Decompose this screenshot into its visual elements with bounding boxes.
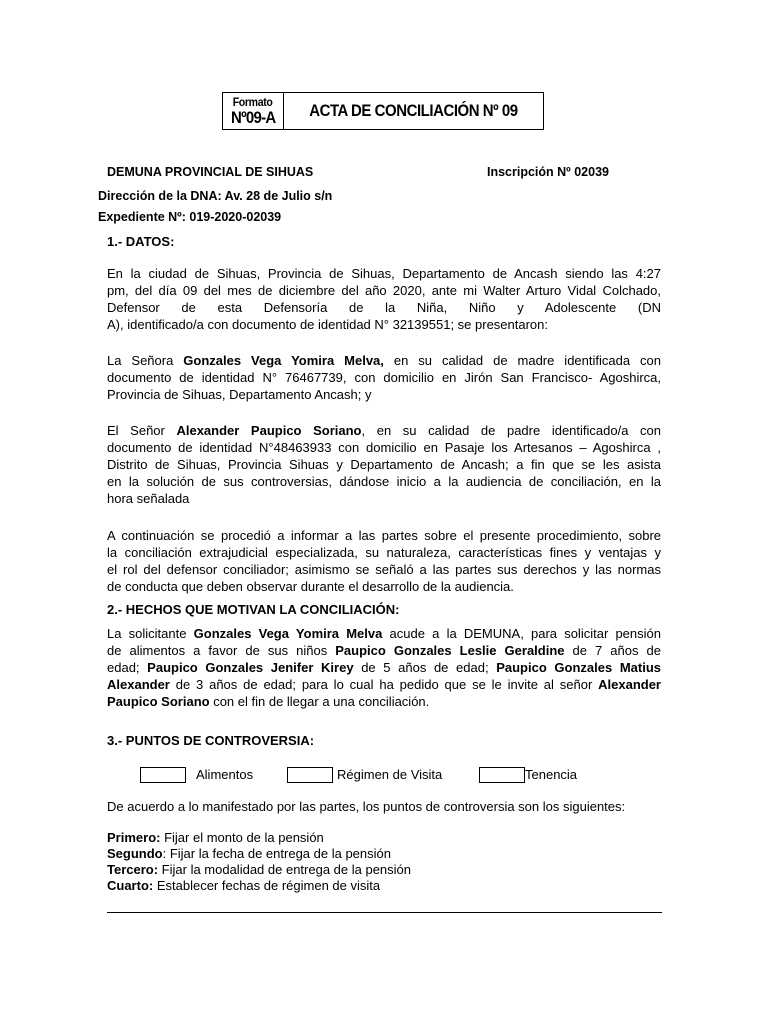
padre-line: documento de identidad N°48463933 con domicilio en Pasaje los Artesanos – Agoshirca , xyxy=(107,440,661,455)
child-name: Paupico Gonzales Matius xyxy=(496,660,661,675)
paragraph-hechos xyxy=(107,625,661,710)
puntos-intro: De acuerdo a lo manifestado por las partes, los puntos de controversia son los siguientes: xyxy=(107,799,626,814)
procedimiento-line: A continuación se procedió a informar a las partes sobre el presente procedimiento, sobre xyxy=(107,528,661,543)
text-span: acude a la DEMUNA, para solicitar pensión xyxy=(382,626,661,641)
hechos-line xyxy=(107,659,661,676)
hechos-line xyxy=(107,625,661,642)
hechos-line xyxy=(107,676,661,693)
divider-line xyxy=(107,912,662,913)
item-text: Establecer fechas de régimen de visita xyxy=(153,878,381,893)
dna-address: Dirección de la DNA: Av. 28 de Julio s/n xyxy=(98,189,333,203)
padre-line: en la solución de sus controversias, dándose inicio a la audiencia de conciliación, en la xyxy=(107,474,661,489)
text-span: , en su calidad de padre identificado/a con xyxy=(361,423,661,438)
padre-line: hora señalada xyxy=(107,491,190,506)
child-name: Paupico Gonzales Jenifer Kirey xyxy=(147,660,354,675)
solicitante-name: Gonzales Vega Yomira Melva xyxy=(193,626,383,641)
item-label: Segundo xyxy=(107,846,163,861)
paragraph-intro xyxy=(107,265,661,333)
text-span: con el fin de llegar a una conciliación. xyxy=(209,694,430,709)
madre-name: Gonzales Vega Yomira Melva, xyxy=(183,353,384,368)
document-title-text: ACTA DE CONCILIACIÓN Nº 09 xyxy=(309,101,518,120)
madre-line xyxy=(107,352,661,369)
section-puntos-title: 3.- PUNTOS DE CONTROVERSIA: xyxy=(107,733,315,748)
padre-line xyxy=(107,422,661,439)
list-item xyxy=(107,878,411,894)
intro-line: pm, del día 09 del mes de diciembre del año 2020, ante mi Walter Arturo Vidal Colchado, xyxy=(107,283,661,298)
padre-name: Alexander Paupico Soriano xyxy=(176,423,362,438)
alimentos-label: Alimentos xyxy=(196,767,254,782)
formato-cell xyxy=(223,93,284,129)
child-name: Paupico Gonzales Leslie Geraldine xyxy=(335,643,565,658)
item-label: Tercero: xyxy=(107,862,159,877)
paragraph-padre xyxy=(107,422,661,507)
regimen-visita-checkbox[interactable] xyxy=(287,767,333,783)
item-text: : Fijar la fecha de entrega de la pensión xyxy=(162,846,391,861)
tenencia-checkbox[interactable] xyxy=(479,767,525,783)
madre-line: Provincia de Sihuas, Departamento Ancash; y xyxy=(107,387,372,402)
text-span: de 5 años de edad; xyxy=(353,660,497,675)
text-span: de 3 años de edad; para lo cual ha pedido que se le invite al señor xyxy=(169,677,599,692)
alimentos-checkbox[interactable] xyxy=(140,767,186,783)
item-label: Cuarto: xyxy=(107,878,154,893)
puntos-list xyxy=(107,830,411,894)
text-span: El Señor xyxy=(107,423,177,438)
procedimiento-line: de conducta que deben observar durante el desarrollo de la audiencia. xyxy=(107,579,514,594)
list-item xyxy=(107,830,411,846)
intro-line: Defensor de esta Defensoría de la Niña, Niño y Adolescente (DN xyxy=(107,300,661,315)
paragraph-procedimiento xyxy=(107,527,661,595)
text-span: La Señora xyxy=(107,353,184,368)
document-title xyxy=(284,93,543,129)
tenencia-label: Tenencia xyxy=(525,767,578,782)
text-span: edad; xyxy=(107,660,148,675)
item-text: Fijar el monto de la pensión xyxy=(160,830,324,845)
section-hechos-title: 2.- HECHOS QUE MOTIVAN LA CONCILIACIÓN: xyxy=(107,602,400,617)
formato-number: Nº09-A xyxy=(230,108,276,127)
paragraph-madre xyxy=(107,352,661,403)
child-name: Alexander xyxy=(107,677,170,692)
text-span: en su calidad de madre identificada con xyxy=(383,353,661,368)
item-text: Fijar la modalidad de entrega de la pensión xyxy=(158,862,412,877)
invitado-name: Alexander xyxy=(598,677,661,692)
intro-line: A), identificado/a con documento de identidad N° 32139551; se presentaron: xyxy=(107,317,548,332)
procedimiento-line: el rol del defensor conciliador; asimismo se señaló a las partes sus derechos y las normas xyxy=(107,562,661,577)
list-item xyxy=(107,862,411,878)
section-datos-title: 1.- DATOS: xyxy=(107,234,175,249)
demuna-name: DEMUNA PROVINCIAL DE SIHUAS xyxy=(107,165,314,179)
text-span: de 7 años de xyxy=(564,643,661,658)
item-label: Primero: xyxy=(107,830,161,845)
intro-line: En la ciudad de Sihuas, Provincia de Sihuas, Departamento de Ancash siendo las 4:27 xyxy=(107,266,661,281)
header-box xyxy=(222,92,544,130)
hechos-line xyxy=(107,693,661,710)
padre-line: Distrito de Sihuas, Provincia Sihuas y Departamento de Ancash; a fin que se les asista xyxy=(107,457,661,472)
invitado-name: Paupico Soriano xyxy=(107,694,210,709)
controversia-options xyxy=(0,766,768,786)
inscripcion-number: Inscripción Nº 02039 xyxy=(487,165,609,179)
procedimiento-line: la conciliación extrajudicial especializada, su naturaleza, características fines y ventajas y xyxy=(107,545,661,560)
expediente-number: Expediente Nº: 019-2020-02039 xyxy=(98,210,282,224)
formato-label: Formato xyxy=(233,95,273,109)
text-span: de alimentos a favor de sus niños xyxy=(107,643,336,658)
list-item xyxy=(107,846,411,862)
text-span: La solicitante xyxy=(107,626,194,641)
hechos-line xyxy=(107,642,661,659)
regimen-visita-label: Régimen de Visita xyxy=(337,767,443,782)
madre-line: documento de identidad N° 76467739, con domicilio en Jirón San Francisco- Agoshirca, xyxy=(107,370,661,385)
